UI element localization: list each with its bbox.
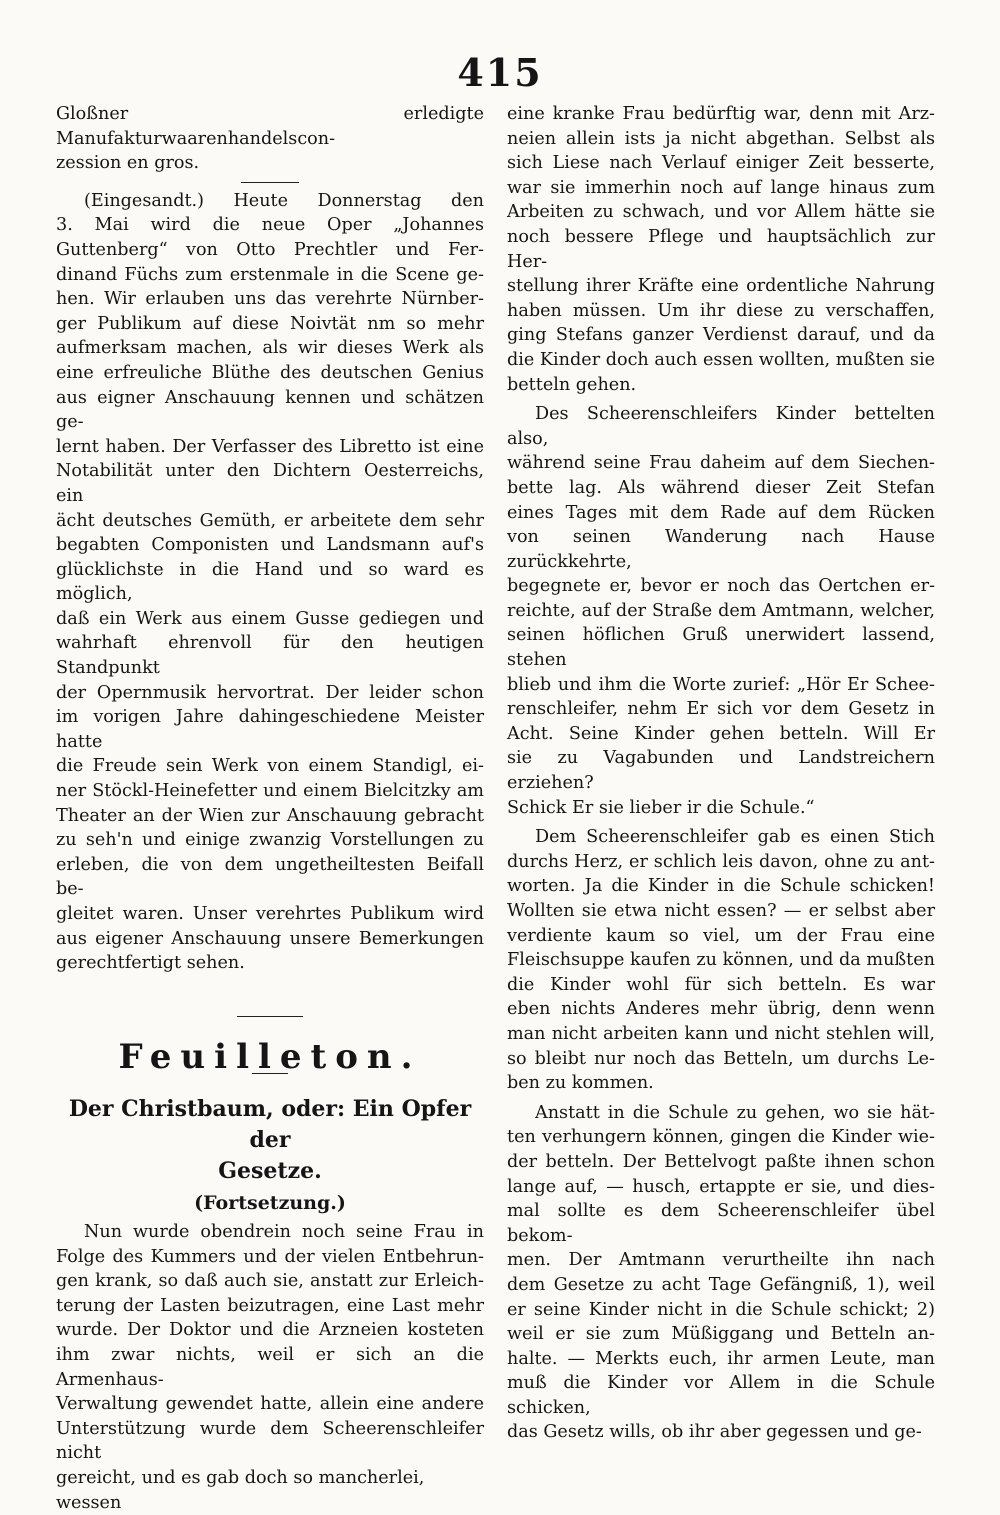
section-divider	[237, 1016, 303, 1017]
paragraph	[507, 825, 935, 1096]
text-line: noch bessere Pflege und hauptsächlich zur Her-	[507, 226, 935, 272]
text-line: zu seh'n und einige zwanzig Vorstellungen zu	[56, 830, 484, 851]
text-line: durchs Herz, er schlich leis davon, ohne zu ant-	[507, 851, 935, 872]
story-title-line: Gesetze.	[218, 1158, 322, 1185]
text-line: das Gesetz wills, ob ihr aber gegessen und ge-	[507, 1422, 922, 1443]
separator-rule	[241, 182, 299, 183]
text-line: Wollten sie etwa nicht essen? — er selbst aber	[507, 901, 935, 921]
text-line: mal sollte es dem Scheerenschleifer übel bekom-	[507, 1201, 935, 1246]
text-line: zession en gros.	[56, 153, 200, 174]
text-line: renschleifer, nehm Er sich vor dem Gesetz in	[507, 699, 935, 720]
text-line: Unterstützung wurde dem Scheerenschleifer nicht	[56, 1418, 484, 1464]
text-line: ihm zwar nichts, weil er sich an die Armenhaus-	[56, 1344, 484, 1390]
text-line: betteln gehen.	[507, 374, 637, 395]
continued-note: (Fortsetzung.)	[194, 1192, 346, 1215]
text-line: Des Scheerenschleifers Kinder bettelten also,	[507, 404, 935, 449]
text-line: verdiente kaum so viel, um der Frau eine	[507, 925, 935, 946]
text-line: Theater an der Wien zur Anschauung gebracht	[56, 805, 484, 826]
text-line: dem Gesetze zu acht Tage Gefängniß, 1), weil	[507, 1274, 935, 1295]
text-line: aufmerksam machen, als wir dieses Werk als	[56, 338, 484, 359]
paragraph	[507, 1101, 935, 1445]
section-heading: Feuilleton.	[118, 1036, 422, 1077]
text-line: während seine Frau daheim auf dem Siechen-	[507, 453, 935, 474]
text-line: gen krank, so daß auch sie, anstatt zur Erleich-	[56, 1271, 484, 1292]
text-line: gleitet waren. Unser verehrtes Publikum wird	[56, 904, 484, 924]
text-line: wahrhaft ehrenvoll für den heutigen Standpunkt	[56, 633, 484, 679]
text-line: seinen höflichen Gruß unerwidert lassend, stehen	[507, 625, 935, 671]
right-column	[507, 102, 935, 1445]
closing-notice	[56, 102, 484, 176]
text-line: Anstatt in die Schule zu gehen, wo sie hät-	[535, 1102, 935, 1123]
text-line: wurde. Der Doktor und die Arzneien kosteten	[56, 1320, 484, 1341]
text-line: blieb und ihm die Worte zurief: „Hör Er Schee-	[507, 674, 935, 695]
text-line: lange auf, — husch, ertappte er sie, und dies-	[507, 1176, 935, 1197]
text-line: ten verhungern können, gingen die Kinder wie-	[507, 1127, 935, 1148]
text-line: so bleibt nur noch das Betteln, um durchs Le-	[507, 1048, 935, 1069]
paragraph	[507, 402, 935, 820]
text-line: ger Publikum auf diese Noivtät nm so mehr	[56, 313, 484, 334]
text-line: im vorigen Jahre dahingeschiedene Meister hatte	[56, 707, 484, 752]
text-line: gereicht, und es gab doch so mancherlei, wessen	[56, 1467, 425, 1513]
text-line: Acht. Seine Kinder gehen betteln. Will Er	[507, 723, 935, 744]
text-line: halte. — Merkts euch, ihr armen Leute, man	[507, 1348, 935, 1369]
text-line: sich Liese nach Verlauf einiger Zeit besserte,	[507, 153, 935, 174]
text-line: Gloßner erledigte Manufakturwaarenhandelscon-	[56, 104, 484, 149]
text-line: glücklichste in die Hand und so ward es möglich,	[56, 559, 484, 605]
text-line: eines Tages mit dem Rade auf dem Rücken	[507, 502, 935, 523]
text-line: aus eigner Anschauung kennen und schätzen ge-	[56, 387, 484, 433]
text-line: ächt deutsches Gemüth, er arbeitete dem sehr	[56, 510, 484, 531]
text-line: muß die Kinder vor Allem in die Schule schicken,	[507, 1373, 935, 1418]
text-line: 3. Mai wird die neue Oper „Johannes	[56, 215, 484, 236]
text-line: Dem Scheerenschleifer gab es einen Stich	[535, 827, 935, 848]
text-line: begabten Componisten und Landsmann auf's	[56, 535, 484, 556]
text-line: men. Der Amtmann verurtheilte ihn nach	[507, 1250, 935, 1271]
text-line: Fleischsuppe kaufen zu können, und da mußten	[507, 950, 935, 971]
text-line: eine kranke Frau bedürftig war, denn mit Arz-	[507, 104, 935, 124]
text-line: Guttenberg“ von Otto Prechtler und Fer-	[56, 239, 484, 260]
story-title	[56, 1094, 484, 1187]
story-title-line: Der Christbaum, oder: Ein Opfer der	[68, 1096, 472, 1154]
text-line: die Freude sein Werk von einem Standigl, ei-	[56, 756, 484, 777]
text-line: gerechtfertigt sehen.	[56, 953, 245, 974]
text-line: die Kinder doch auch essen wollten, mußten sie	[507, 349, 935, 370]
text-line: Schick Er sie lieber ir die Schule.“	[507, 797, 815, 818]
text-line: ner Stöckl-Heinefetter und einem Bielcitzky am	[56, 781, 484, 802]
page-number: 415	[457, 50, 543, 95]
story-text	[56, 1220, 484, 1515]
text-line: erleben, die von dem ungetheiltesten Beifall be-	[56, 854, 484, 900]
text-line: der betteln. Der Bettelvogt paßte ihnen schon	[507, 1151, 935, 1172]
text-line: eine erfreuliche Blüthe des deutschen Genius	[56, 362, 484, 383]
text-line: ben zu kommen.	[507, 1073, 654, 1094]
text-line: man nicht arbeiten kann und nicht stehlen will,	[507, 1023, 935, 1044]
text-line: lernt haben. Der Verfasser des Libretto ist eine	[56, 436, 484, 457]
left-column	[56, 102, 484, 1515]
text-line: er seine Kinder nicht in die Schule schickt; 2)	[507, 1299, 935, 1320]
text-line: worten. Ja die Kinder in die Schule schicken!	[507, 876, 935, 897]
text-line: daß ein Werk aus einem Gusse gediegen und	[56, 608, 484, 629]
text-line: stellung ihrer Kräfte eine ordentliche Nahrung	[507, 276, 935, 297]
text-line: dinand Füchs zum erstenmale in die Scene ge-	[56, 264, 484, 285]
text-line: (Eingesandt.) Heute Donnerstag den	[84, 190, 484, 211]
text-line: war sie immerhin noch auf lange hinaus zum	[507, 177, 935, 198]
text-line: von seinen Wanderung nach Hause zurückkehrte,	[507, 527, 935, 572]
text-line: bette lag. Als während dieser Zeit Stefan	[507, 477, 935, 498]
text-line: der Opernmusik hervortrat. Der leider schon	[56, 682, 484, 703]
text-line: Arbeiten zu schwach, und vor Allem hätte sie	[507, 202, 935, 223]
text-line: aus eigener Anschauung unsere Bemerkungen	[56, 928, 484, 949]
text-line: die Kinder wohl für sich betteln. Es war	[507, 974, 935, 995]
text-line: ging Stefans ganzer Verdienst darauf, und da	[507, 325, 935, 346]
text-line: haben müssen. Um ihr diese zu verschaffen,	[507, 300, 935, 321]
submitted-notice	[56, 189, 484, 976]
text-line: begegnete er, bevor er noch das Oertchen er-	[507, 576, 935, 597]
text-line: reichte, auf der Straße dem Amtmann, welcher,	[507, 600, 935, 621]
text-line: hen. Wir erlauben uns das verehrte Nürnber-	[56, 289, 484, 310]
text-line: sie zu Vagabunden und Landstreichern erziehen?	[507, 748, 935, 794]
text-line: Nun wurde obendrein noch seine Frau in	[84, 1221, 484, 1242]
text-line: neien allein ists ja nicht abgethan. Selbst als	[507, 128, 935, 149]
text-line: terung der Lasten beizutragen, eine Last mehr	[56, 1295, 484, 1316]
text-line: Notabilität unter den Dichtern Oesterreichs, ein	[56, 461, 484, 506]
text-line: Folge des Kummers und der vielen Entbehrun-	[56, 1246, 484, 1267]
text-line: eben nichts Anderes mehr übrig, denn wenn	[507, 999, 935, 1020]
text-line: Verwaltung gewendet hatte, allein eine andere	[56, 1394, 484, 1415]
paragraph	[507, 102, 935, 397]
text-line: weil er sie zum Müßiggang und Betteln an-	[507, 1324, 935, 1345]
